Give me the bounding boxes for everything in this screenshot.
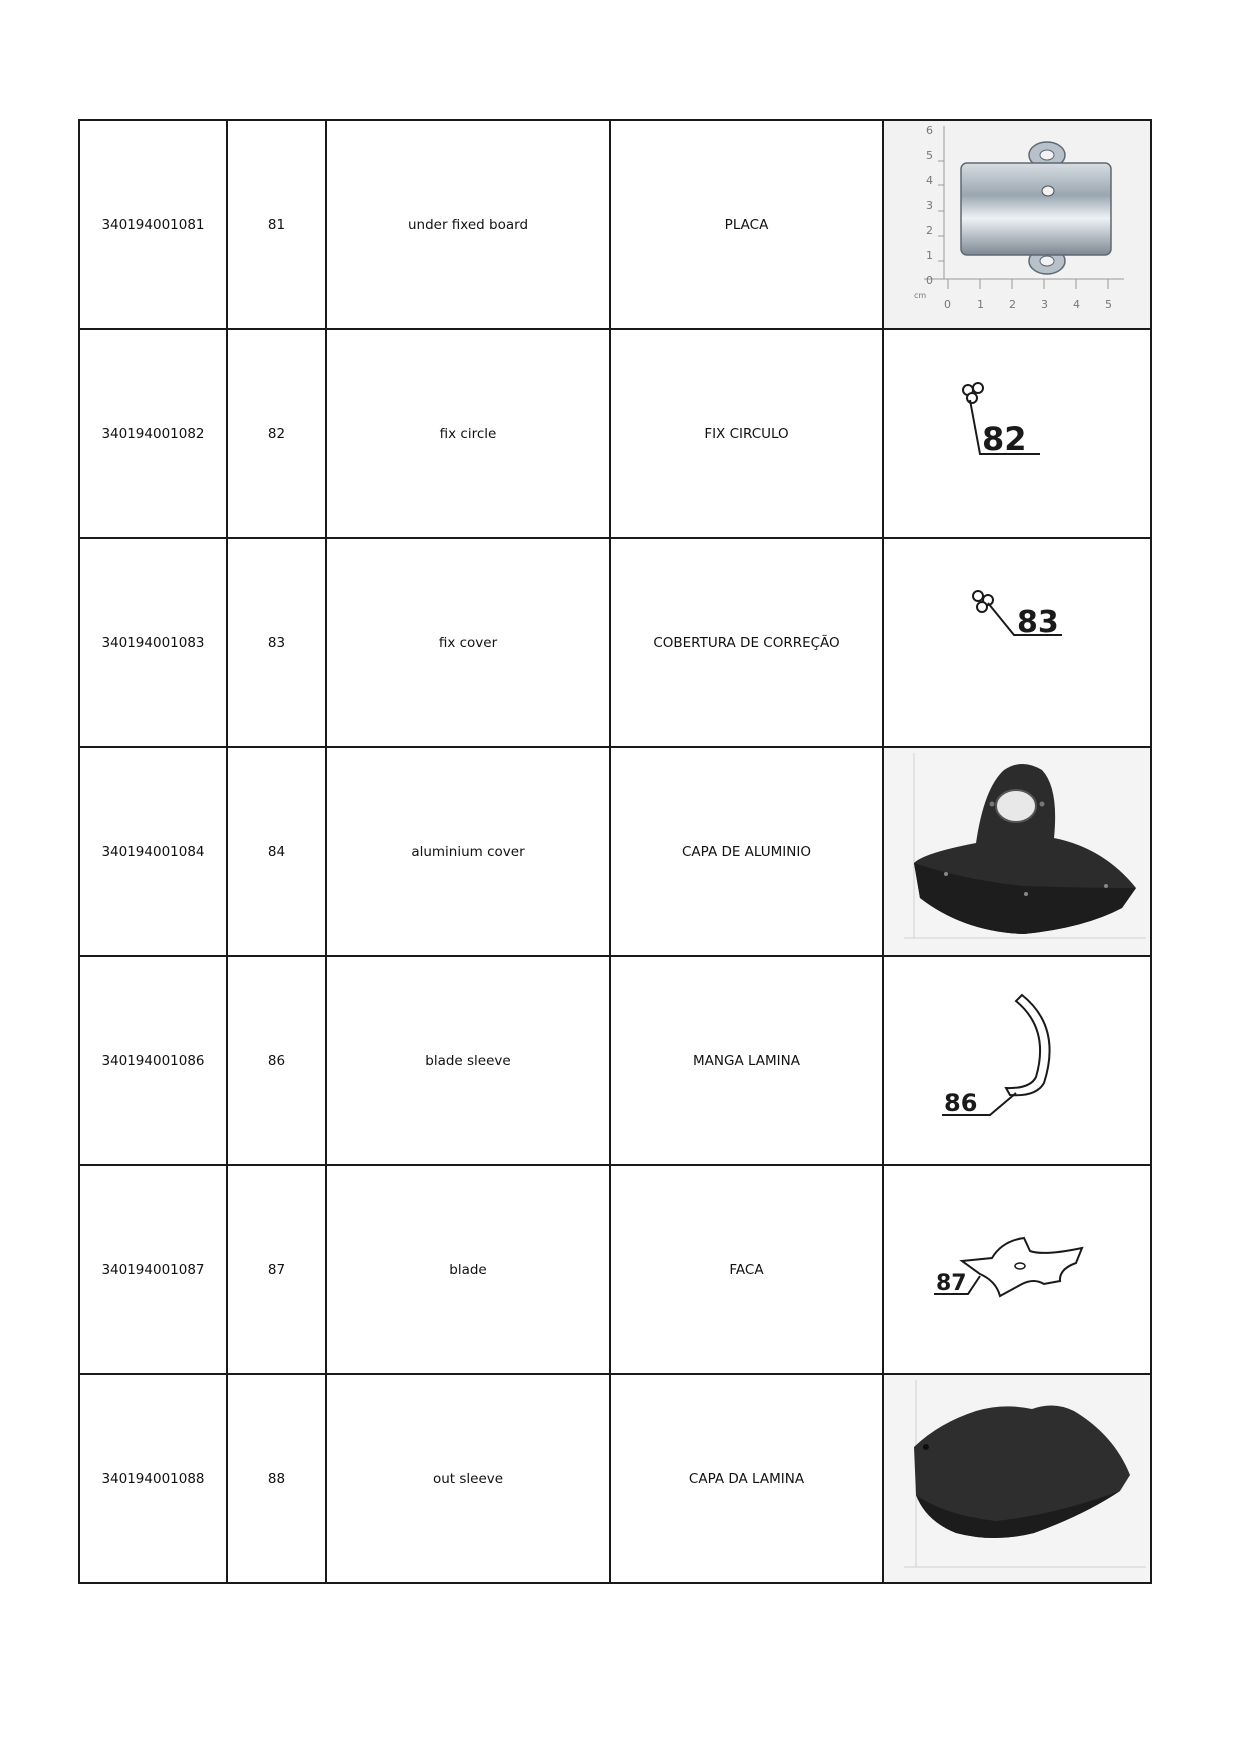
- part-name-pt-cell: CAPA DE ALUMINIO: [610, 747, 883, 956]
- ruler-y-tick: 5: [926, 149, 933, 162]
- part-number-cell: 83: [227, 538, 326, 747]
- part-name-en-cell: under fixed board: [326, 120, 610, 329]
- aluminium-cover-photo: [884, 748, 1150, 955]
- ruler-x-tick: 0: [944, 298, 951, 311]
- part-number-cell: 84: [227, 747, 326, 956]
- part-photo-cell: [883, 120, 1151, 329]
- part-code-cell: 340194001083: [79, 538, 227, 747]
- part-name-en-cell: fix circle: [326, 329, 610, 538]
- table-row: [79, 1374, 1151, 1583]
- ruler-y-tick: 2: [926, 224, 933, 237]
- part-code-cell: 340194001081: [79, 120, 227, 329]
- callout-label: 83: [1017, 605, 1059, 640]
- part-photo-cell: [883, 1374, 1151, 1583]
- part-drawing-cell: [883, 1165, 1151, 1374]
- part-name-pt-cell: MANGA LAMINA: [610, 956, 883, 1165]
- part-name-pt-cell: CAPA DA LAMINA: [610, 1374, 883, 1583]
- part-name-pt-cell: COBERTURA DE CORREÇÃO: [610, 538, 883, 747]
- callout-label: 86: [944, 1089, 978, 1117]
- part-drawing-cell: [883, 538, 1151, 747]
- part-code-cell: 340194001086: [79, 956, 227, 1165]
- blade-drawing: [884, 1166, 1150, 1373]
- table-row: [79, 1165, 1151, 1374]
- table-row: [79, 329, 1151, 538]
- part-name-pt-cell: PLACA: [610, 120, 883, 329]
- table-row: [79, 747, 1151, 956]
- ruler-x-tick: 3: [1041, 298, 1048, 311]
- ruler-unit: cm: [914, 291, 927, 300]
- part-name-en-cell: fix cover: [326, 538, 610, 747]
- table-row: [79, 538, 1151, 747]
- ruler-x-tick: 2: [1009, 298, 1016, 311]
- part-code-cell: 340194001084: [79, 747, 227, 956]
- part-code-cell: 340194001088: [79, 1374, 227, 1583]
- part-code-cell: 340194001087: [79, 1165, 227, 1374]
- part-code-cell: 340194001082: [79, 329, 227, 538]
- fix-cover-drawing: [884, 539, 1150, 746]
- part-number-cell: 87: [227, 1165, 326, 1374]
- ruler-x-tick: 5: [1105, 298, 1112, 311]
- part-name-pt-cell: FIX CIRCULO: [610, 329, 883, 538]
- part-photo-cell: [883, 747, 1151, 956]
- ruler-y-tick: 6: [926, 124, 933, 137]
- ruler-y-tick: 0: [926, 274, 933, 287]
- callout-label: 82: [982, 420, 1027, 458]
- under-fixed-board-photo: [884, 121, 1150, 328]
- callout-label: 87: [936, 1271, 967, 1296]
- part-name-en-cell: aluminium cover: [326, 747, 610, 956]
- out-sleeve-photo: [884, 1375, 1150, 1582]
- part-number-cell: 81: [227, 120, 326, 329]
- ruler-x-tick: 1: [977, 298, 984, 311]
- table-row: [79, 120, 1151, 329]
- blade-sleeve-drawing: [884, 957, 1150, 1164]
- part-name-en-cell: blade: [326, 1165, 610, 1374]
- part-name-pt-cell: FACA: [610, 1165, 883, 1374]
- part-number-cell: 86: [227, 956, 326, 1165]
- ruler-y-tick: 3: [926, 199, 933, 212]
- part-name-en-cell: out sleeve: [326, 1374, 610, 1583]
- ruler-y-tick: 4: [926, 174, 933, 187]
- ruler-x-tick: 4: [1073, 298, 1080, 311]
- part-number-cell: 82: [227, 329, 326, 538]
- part-name-en-cell: blade sleeve: [326, 956, 610, 1165]
- parts-table: [78, 119, 1152, 1584]
- part-drawing-cell: [883, 329, 1151, 538]
- table-row: [79, 956, 1151, 1165]
- ruler-y-tick: 1: [926, 249, 933, 262]
- part-number-cell: 88: [227, 1374, 326, 1583]
- fix-circle-drawing: [884, 330, 1150, 537]
- part-drawing-cell: [883, 956, 1151, 1165]
